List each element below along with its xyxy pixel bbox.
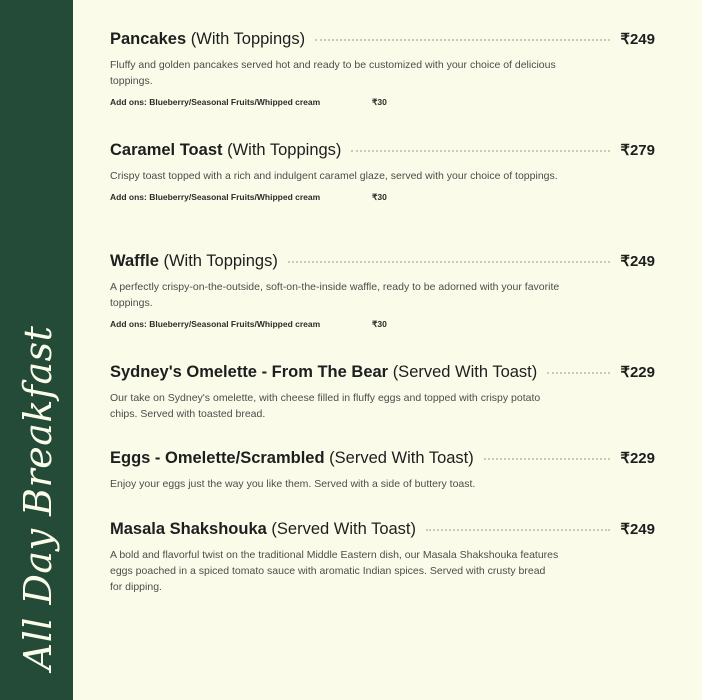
item-subtitle: (Served With Toast) (392, 363, 538, 381)
item-description: Fluffy and golden pancakes served hot and ready to be customized with your choice of delicious toppings. (110, 59, 556, 87)
item-description: Enjoy your eggs just the way you like them. Served with a side of buttery toast. (110, 478, 476, 490)
item-price: ₹229 (620, 364, 655, 381)
addons-price: ₹30 (372, 319, 387, 329)
item-description: Crispy toast topped with a rich and indulgent caramel glaze, served with your choice of toppings. (110, 170, 558, 182)
addons-label: Add ons: Blueberry/Seasonal Fruits/Whipped cream (110, 319, 321, 329)
item-subtitle: (With Toppings) (163, 252, 278, 270)
item-name: Caramel Toast (110, 141, 223, 159)
menu-item (110, 30, 655, 108)
dot-leader (547, 372, 610, 374)
section-sidebar (0, 0, 73, 700)
section-title: All Day Breakfast (16, 325, 60, 671)
item-price: ₹249 (620, 31, 655, 48)
addons-price: ₹30 (372, 192, 387, 202)
addons-price: ₹30 (372, 97, 387, 107)
item-subtitle: (With Toppings) (227, 141, 342, 159)
item-price: ₹279 (620, 142, 655, 159)
item-name: Waffle (110, 252, 159, 270)
item-name: Pancakes (110, 30, 187, 48)
item-description: A perfectly crispy-on-the-outside, soft-on-the-inside waffle, ready to be adorned with your favorite toppings. (110, 281, 560, 309)
menu-item (110, 252, 655, 330)
addons-label: Add ons: Blueberry/Seasonal Fruits/Whipped cream (110, 192, 321, 202)
item-description: Our take on Sydney's omelette, with cheese filled in fluffy eggs and topped with crispy potato chips. Served with toasted bread. (110, 392, 541, 420)
item-addons (110, 319, 655, 330)
item-name: Eggs - Omelette/Scrambled (110, 449, 325, 467)
item-price: ₹229 (620, 450, 655, 467)
menu-item (110, 520, 655, 595)
item-name: Masala Shakshouka (110, 520, 267, 538)
dot-leader (351, 150, 610, 152)
item-subtitle: (With Toppings) (190, 30, 306, 48)
item-price: ₹249 (620, 253, 655, 270)
addons-label: Add ons: Blueberry/Seasonal Fruits/Whipped cream (110, 97, 321, 107)
item-subtitle: (Served With Toast) (329, 449, 474, 467)
dot-leader (288, 261, 611, 263)
dot-leader (484, 458, 611, 460)
dot-leader (426, 529, 610, 531)
item-subtitle: (Served With Toast) (271, 520, 416, 538)
menu-item (110, 141, 655, 203)
item-description: A bold and flavorful twist on the traditional Middle Eastern dish, our Masala Shakshouka features eggs poached in a spiced tomato sauce with aromatic Indian spices. Served with crusty bread for dipping. (110, 549, 559, 593)
item-price: ₹249 (620, 521, 655, 538)
item-name: Sydney's Omelette - From The Bear (110, 363, 389, 381)
item-addons (110, 192, 655, 203)
item-addons (110, 97, 655, 108)
menu-item (110, 449, 655, 492)
menu-item (110, 363, 655, 422)
dot-leader (315, 39, 610, 41)
